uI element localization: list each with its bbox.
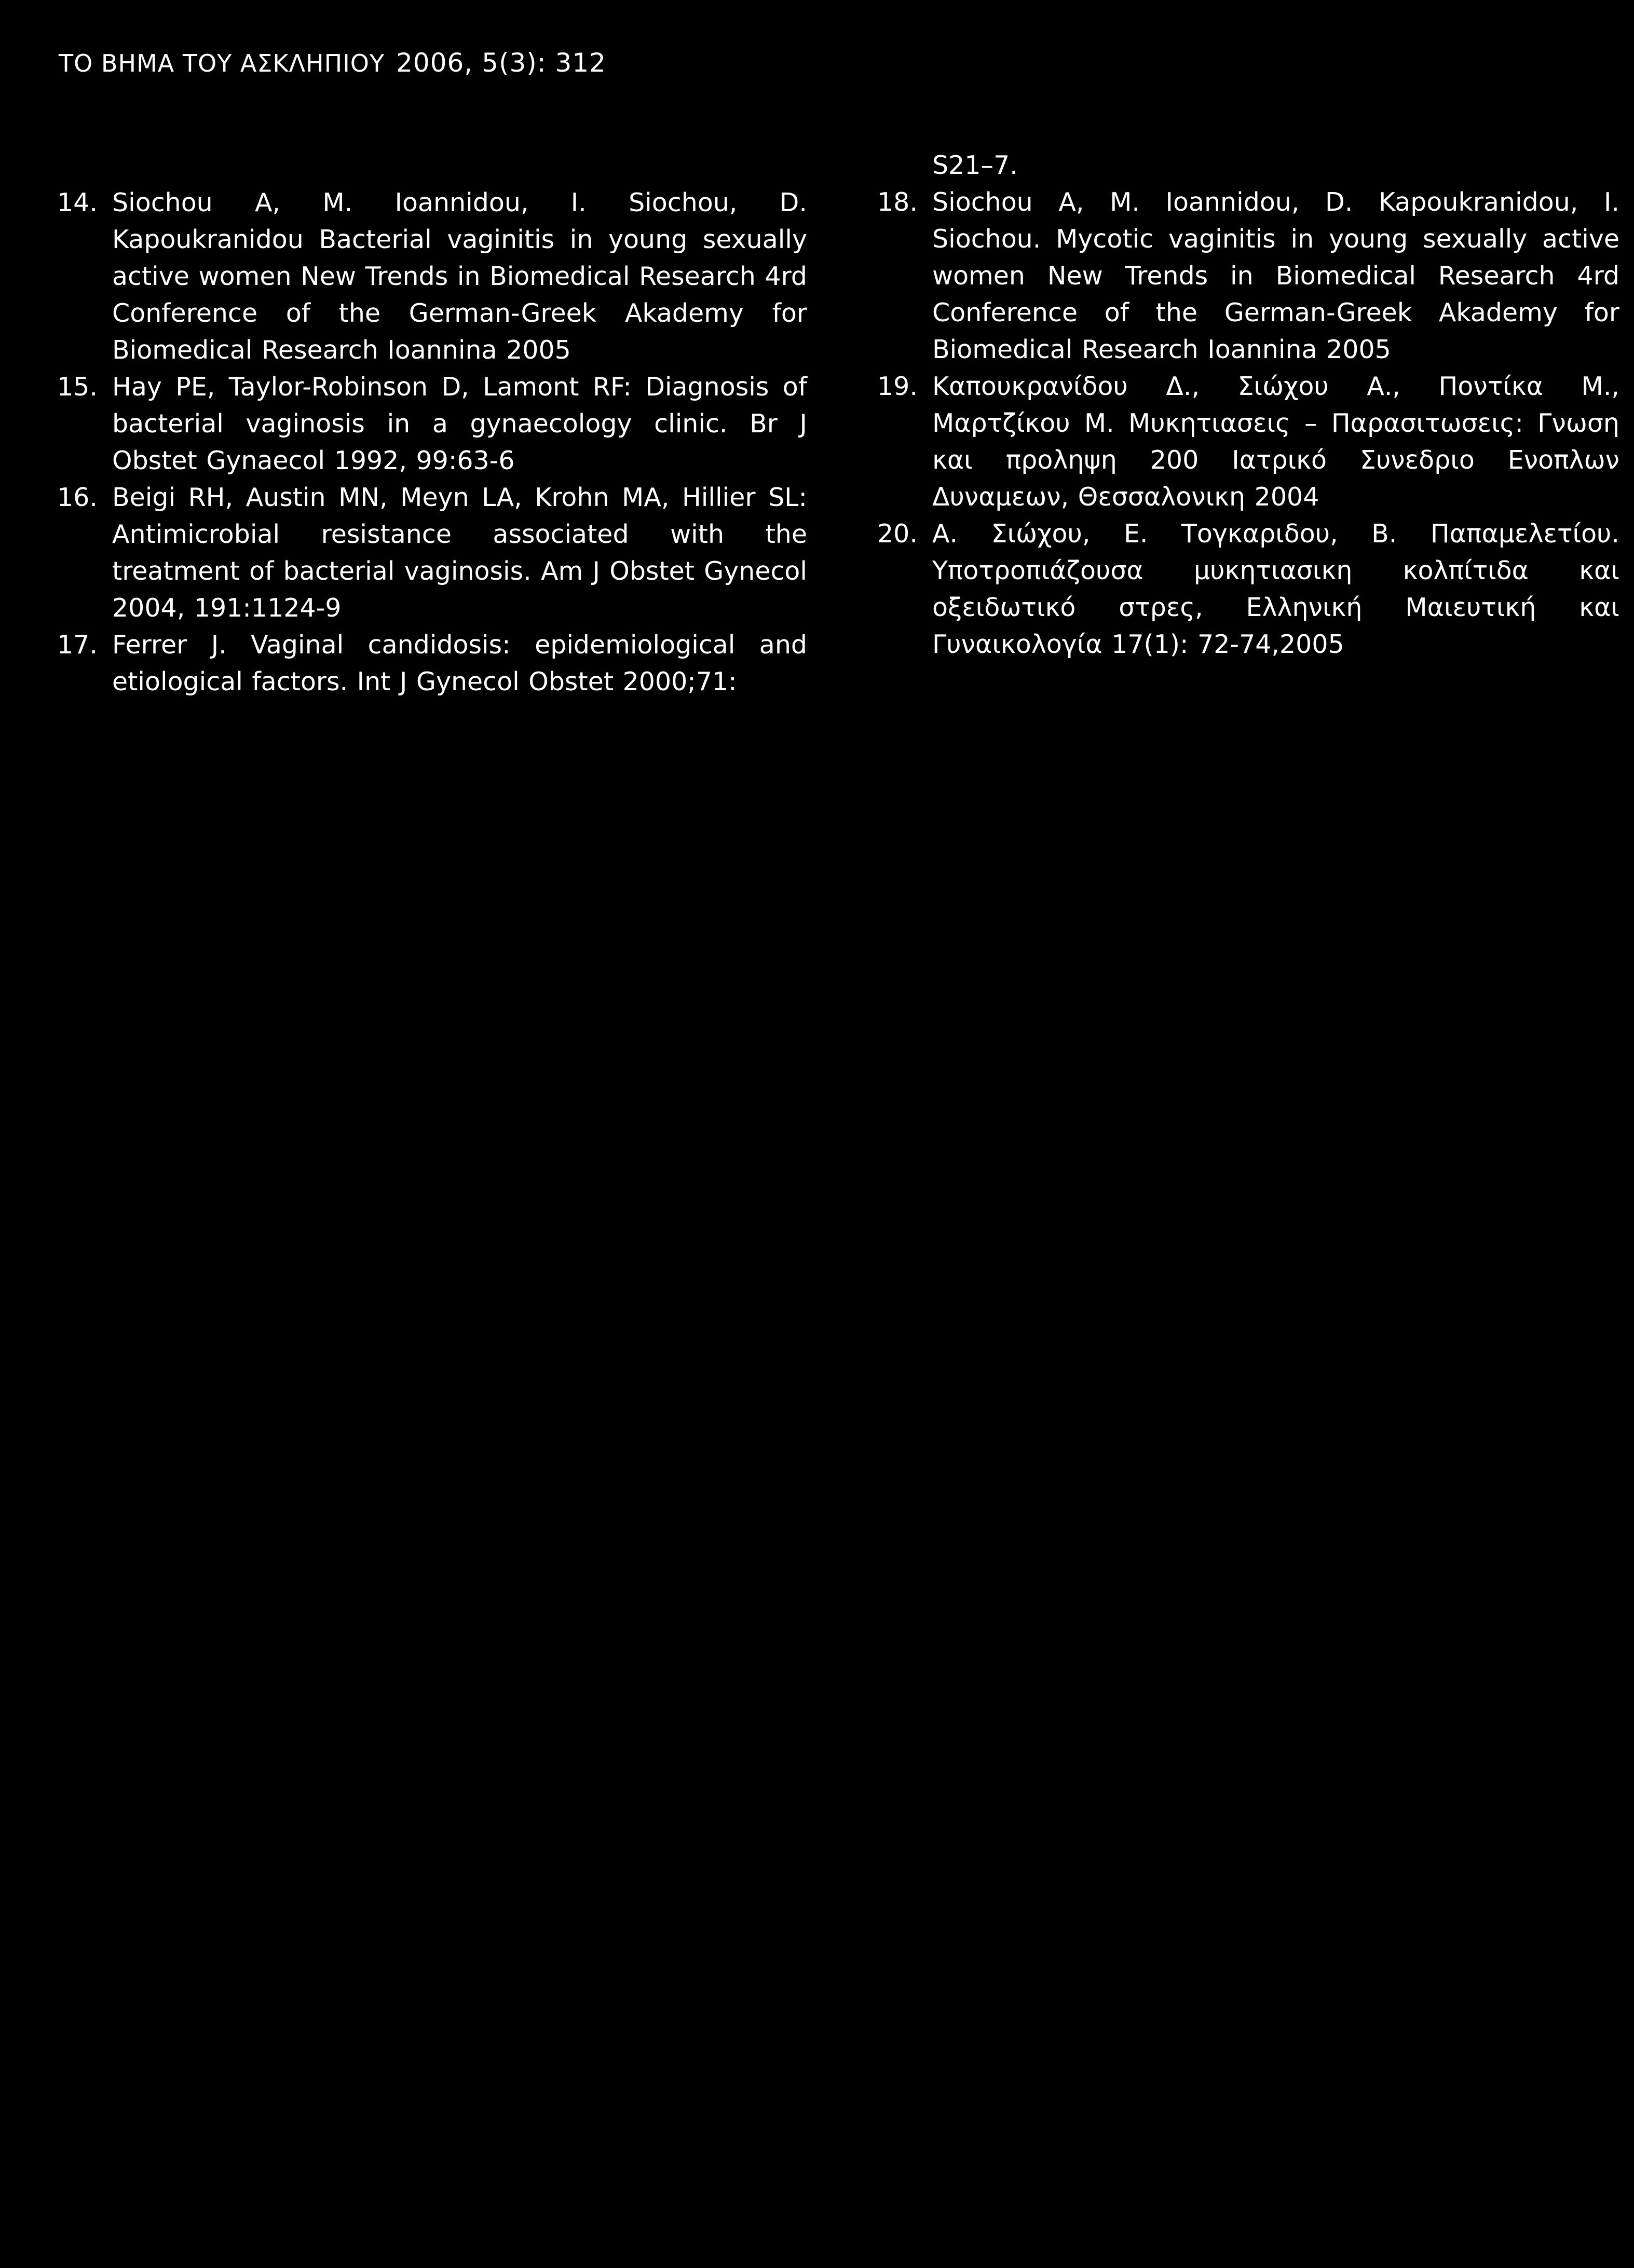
reference-number: 20. [877,519,918,549]
reference-number: 14. [57,188,98,217]
reference-text: Α. Σιώχου, Ε. Τογκαριδου, Β. Παπαμελετίου. Υποτροπιάζουσα μυκητιασικη κολπίτιδα και οξειδωτικό στρες, Ελληνική Μαιευτική και Γυναικολογία 17(1): 72-74,2005 [932,519,1619,659]
references-right-column [877,147,1619,663]
reference-text: Ferrer J. Vaginal candidosis: epidemiological and etiological factors. Int J Gynecol Obstet 2000;71: [112,630,807,696]
reference-number: 19. [877,372,918,401]
reference-continuation: S21–7. [932,151,1018,180]
reference-item [877,368,1619,515]
issue-info: 2006, 5(3): 312 [396,48,606,78]
reference-number: 17. [57,630,98,660]
reference-text: Hay PE, Taylor-Robinson D, Lamont RF: Diagnosis of bacterial vaginosis in a gynaecology clinic. Br J Obstet Gynaecol 1992, 99:63-6 [112,372,807,475]
reference-item [57,368,807,479]
reference-number: 18. [877,187,918,217]
reference-text: Καπουκρανίδου Δ., Σιώχου Α., Ποντίκα Μ., Μαρτζίκου Μ. Μυκητιασεις – Παρασιτωσεις: Γνωση και προληψη 200 Ιατρικό Συνεδριο Ενοπλων Δυναμεων, Θεσσαλονικη 2004 [932,372,1619,512]
reference-item [57,184,807,368]
running-header [59,48,606,78]
reference-item [877,515,1619,663]
reference-number: 16. [57,483,98,512]
references-left-column [57,184,807,700]
journal-name: ΤΟ ΒΗΜΑ ΤΟΥ ΑΣΚΛΗΠΙΟΥ [59,49,385,77]
reference-number: 15. [57,372,98,402]
reference-item [57,479,807,626]
reference-item [57,626,807,700]
reference-item [877,184,1619,368]
reference-text: Beigi RH, Austin MN, Meyn LA, Krohn MA, Hillier SL: Antimicrobial resistance associated with the treatment of bacterial vaginosis. Am J Obstet Gynecol 2004, 191:1124-9 [112,483,807,623]
reference-text: Siochou A, M. Ioannidou, I. Siochou, D. Kapoukranidou Bacterial vaginitis in young sexually active women New Trends in Biomedical Research 4rd Conference of the German-Greek Akademy for Biomedical Research Ioannina 2005 [112,188,807,365]
reference-text: Siochou A, M. Ioannidou, D. Kapoukranidou, I. Siochou. Mycotic vaginitis in young sexually active women New Trends in Biomedical Research 4rd Conference of the German-Greek Akademy for Biomedical Research Ioannina 2005 [932,187,1619,364]
